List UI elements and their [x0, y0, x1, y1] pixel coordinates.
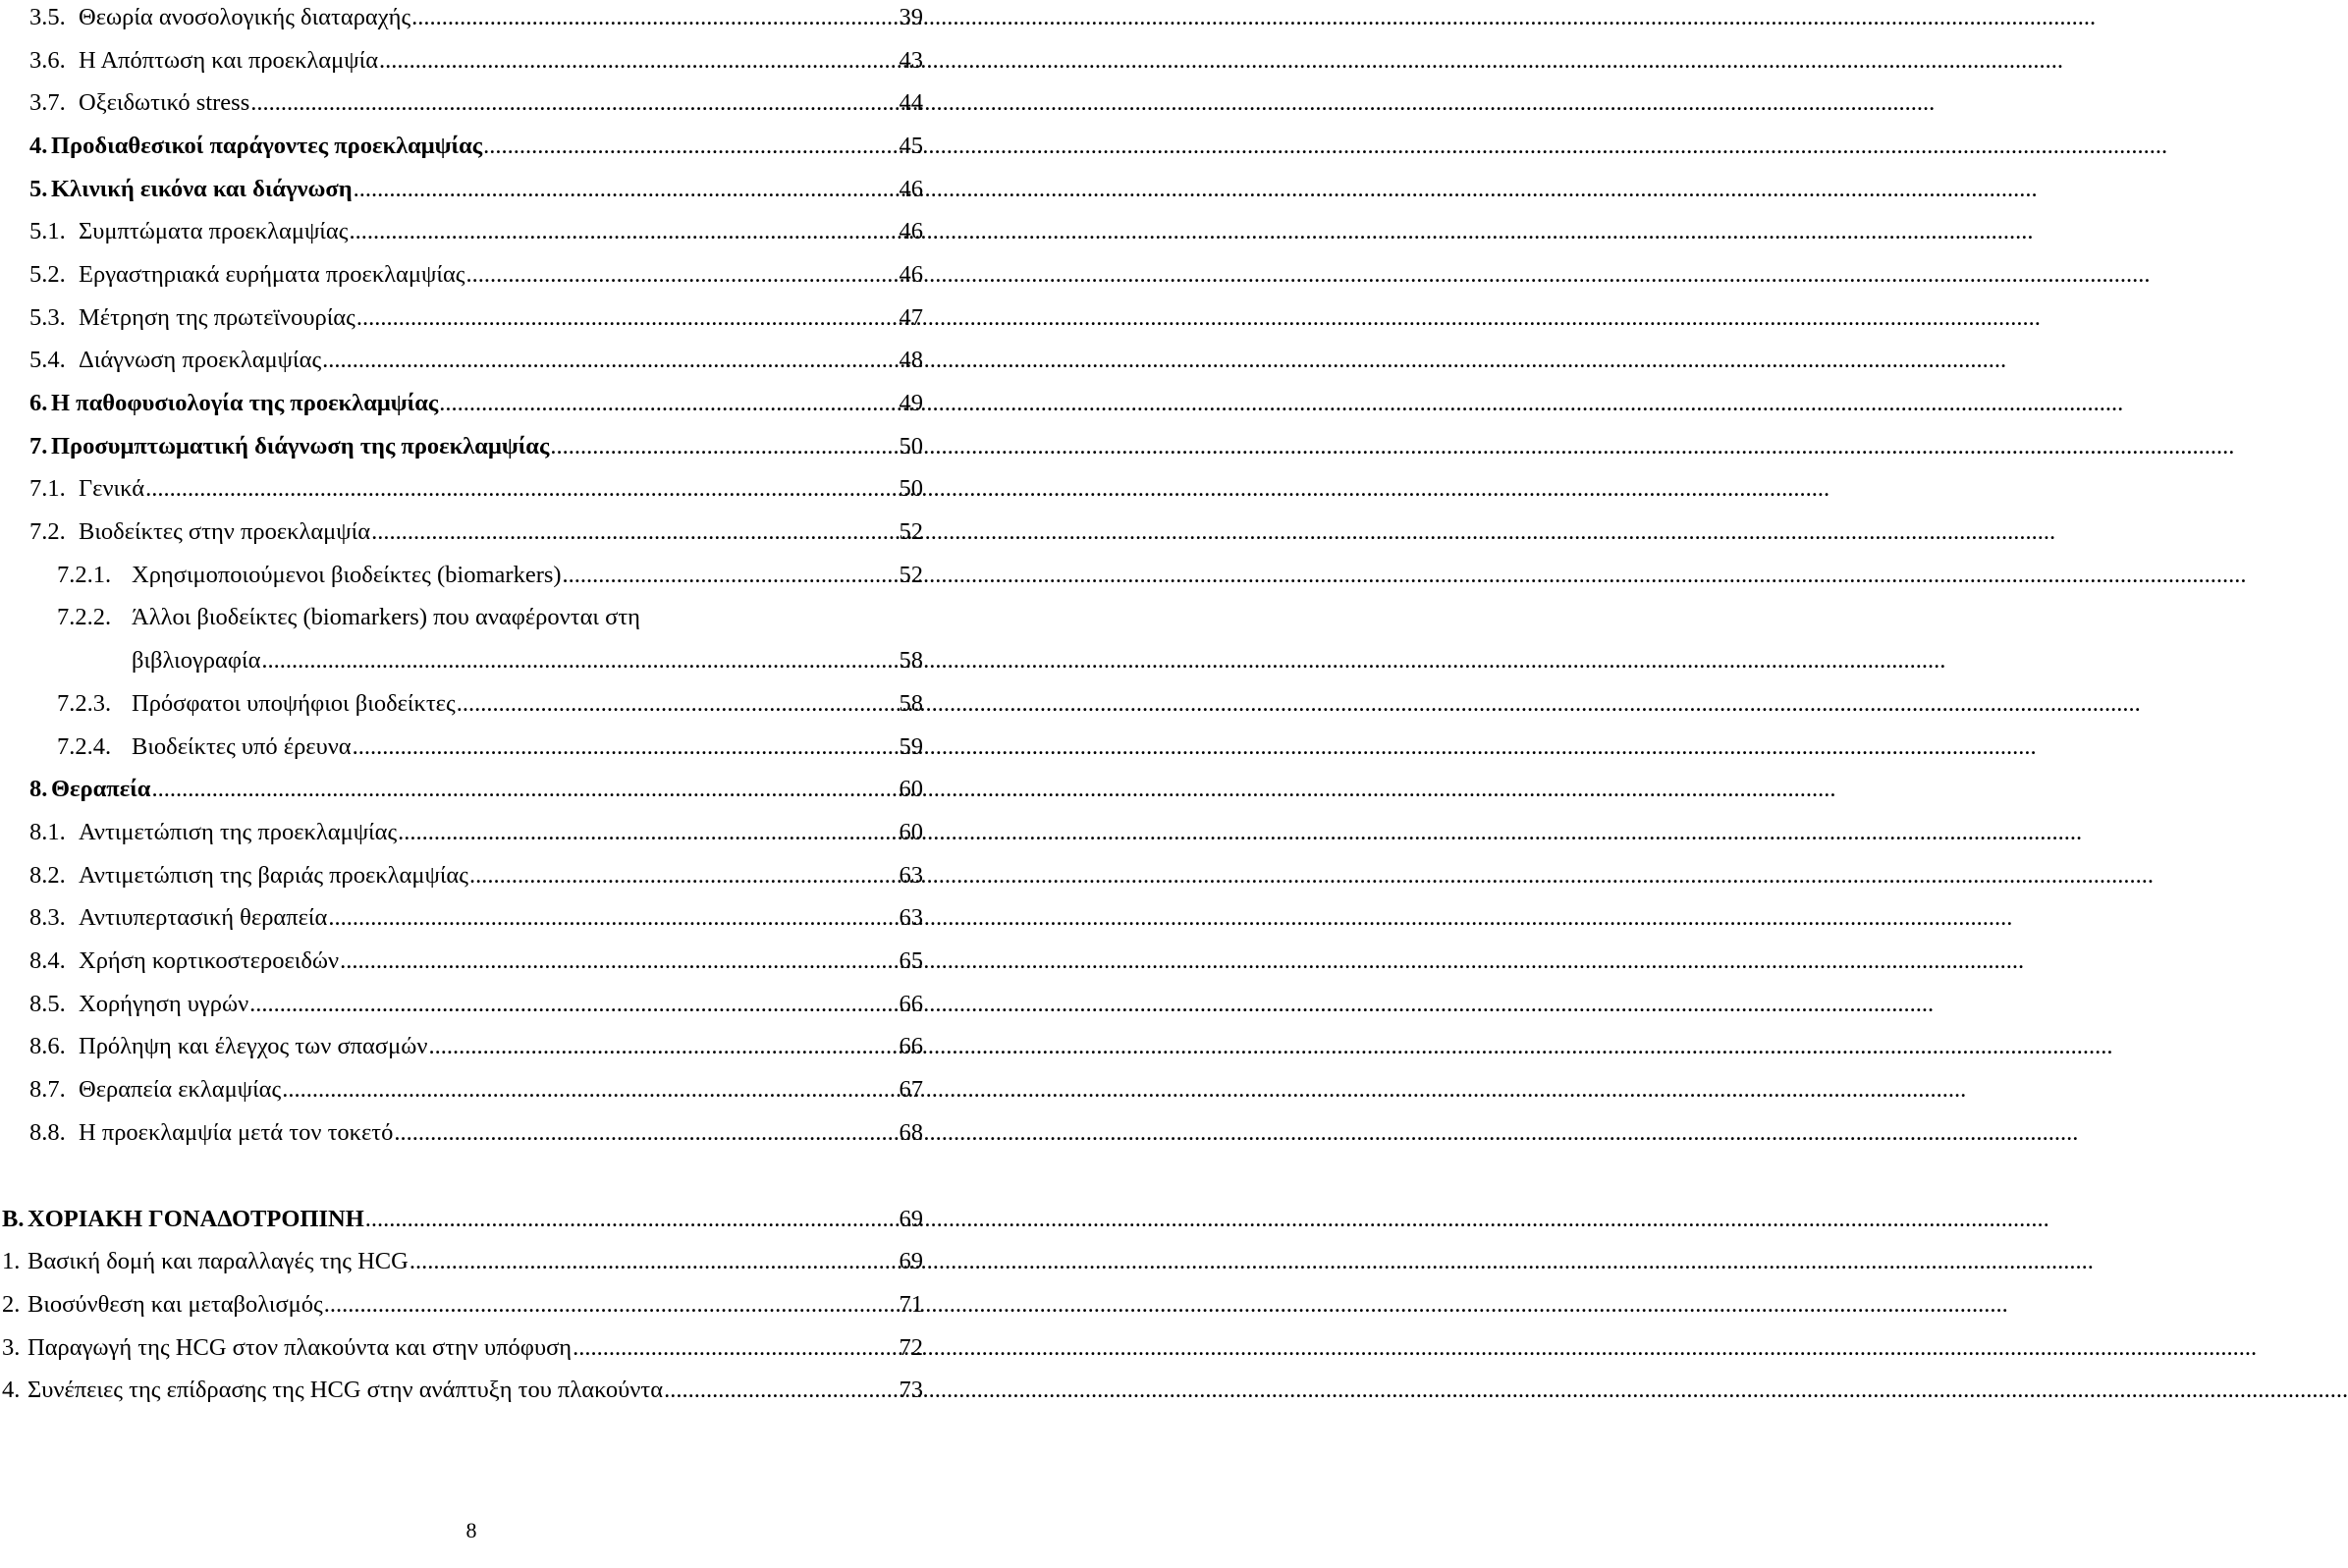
toc-entry-number: 4. — [2, 1377, 21, 1403]
toc-entry-title: Βιοδείκτες υπό έρευνα — [132, 733, 352, 760]
toc-entry-title: Εργαστηριακά ευρήματα προεκλαμψίας — [79, 261, 465, 288]
toc-entry[interactable] — [0, 1031, 943, 1074]
toc-entry-number: 3. — [2, 1334, 21, 1361]
dot-leader — [398, 817, 896, 848]
toc-entry-number: 5.4. — [29, 347, 66, 373]
dot-leader — [439, 388, 896, 419]
toc-entry[interactable] — [0, 131, 943, 174]
toc-entry-title: Οξειδωτικό stress — [79, 89, 250, 116]
toc-entry[interactable] — [0, 602, 943, 688]
toc-entry-page: 46 — [899, 176, 923, 202]
toc-entry-number: 3.6. — [29, 47, 66, 74]
toc-entry-page: 43 — [899, 47, 923, 74]
toc-entry-number: 8.5. — [29, 991, 66, 1017]
toc-entry-page: 63 — [899, 904, 923, 931]
toc-entry[interactable] — [0, 731, 943, 775]
toc-entry-page: 68 — [899, 1119, 923, 1146]
toc-entry-first-line — [57, 602, 640, 633]
toc-entry-number: 8. — [29, 776, 48, 802]
page-number: 8 — [465, 1518, 477, 1542]
dot-leader — [371, 516, 896, 548]
toc-entry-title: Πρόληψη και έλεγχος των σπασμών — [79, 1033, 428, 1059]
toc-entry[interactable] — [0, 774, 943, 817]
toc-entry-page: 67 — [899, 1076, 923, 1103]
toc-entry-page: 39 — [899, 4, 923, 30]
dot-leader — [563, 560, 896, 591]
toc-entry-title: Η παθοφυσιολογία της προεκλαμψίας — [51, 390, 439, 416]
toc-entry-number: 8.8. — [29, 1119, 66, 1146]
dot-leader — [428, 1031, 896, 1062]
toc-entry-number: 8.1. — [29, 819, 66, 845]
toc-entry-title: Άλλοι βιοδείκτες (biomarkers) που αναφέρονται στη — [132, 604, 640, 630]
toc-entry-number: 8.4. — [29, 947, 66, 974]
toc-entry-page: 50 — [899, 475, 923, 502]
dot-leader — [349, 216, 896, 247]
toc-entry-page: 59 — [899, 733, 923, 760]
dot-leader — [328, 902, 896, 934]
toc-entry-page: 48 — [899, 347, 923, 373]
toc-entry-title: Θεραπεία — [51, 776, 151, 802]
toc-entry-number: 7.1. — [29, 475, 66, 502]
dot-leader — [324, 1289, 896, 1321]
toc-entry[interactable] — [0, 388, 943, 431]
toc-entry-number: 5. — [29, 176, 48, 202]
toc-entry[interactable] — [0, 817, 943, 860]
dot-leader — [261, 645, 896, 676]
dot-leader — [410, 1246, 896, 1277]
toc-entry-title: Προσυμπτωματική διάγνωση της προεκλαμψίας — [51, 433, 550, 460]
toc-entry-title: Συνέπειες της επίδρασης της HCG στην ανάπτυξη του πλακούντα — [27, 1377, 664, 1403]
toc-entry[interactable] — [0, 1204, 943, 1247]
toc-entry-page: 45 — [899, 133, 923, 159]
dot-leader — [356, 302, 896, 334]
document-page — [0, 0, 943, 1568]
toc-entry[interactable] — [0, 902, 943, 946]
toc-entry[interactable] — [0, 302, 943, 346]
toc-entry-page: 66 — [899, 991, 923, 1017]
toc-entry[interactable] — [0, 946, 943, 989]
dot-leader — [365, 1204, 896, 1235]
dot-leader — [379, 45, 896, 77]
toc-entry-title: Παραγωγή της HCG στον πλακούντα και στην υπόφυση — [27, 1334, 573, 1361]
toc-entry-number: 7.2. — [29, 518, 66, 545]
toc-entry-page: 49 — [899, 390, 923, 416]
toc-entry-number: 8.7. — [29, 1076, 66, 1103]
toc-entry-title-continuation: βιβλιογραφία — [132, 647, 261, 674]
toc-entry-page: 44 — [899, 89, 923, 116]
toc-entry-page: 60 — [899, 776, 923, 802]
toc-entry[interactable] — [0, 516, 943, 560]
toc-entry[interactable] — [0, 1375, 943, 1418]
toc-entry-page: 58 — [899, 690, 923, 717]
toc-entry[interactable] — [0, 87, 943, 131]
dot-leader — [573, 1332, 896, 1364]
toc-entry-number: 3.7. — [29, 89, 66, 116]
dot-leader — [353, 731, 896, 763]
toc-entry-number: 7.2.2. — [57, 604, 112, 630]
dot-leader — [340, 946, 896, 977]
toc-entry-title: Η Απόπτωση και προεκλαμψία — [79, 47, 379, 74]
toc-entry-page: 50 — [899, 433, 923, 460]
toc-entry-title: Βασική δομή και παραλλαγές της HCG — [27, 1248, 409, 1274]
toc-entry[interactable] — [0, 560, 943, 603]
dot-leader — [664, 1375, 896, 1406]
toc-entry-page: 60 — [899, 819, 923, 845]
toc-entry-page: 69 — [899, 1206, 923, 1232]
toc-entry-number: 1. — [2, 1248, 21, 1274]
toc-entry-number: 8.6. — [29, 1033, 66, 1059]
toc-entry[interactable] — [0, 473, 943, 516]
toc-entry[interactable] — [0, 174, 943, 217]
toc-entry[interactable] — [0, 1289, 943, 1332]
toc-entry-number: 5.1. — [29, 218, 66, 244]
toc-entry-page: 52 — [899, 562, 923, 588]
dot-leader — [483, 131, 896, 162]
dot-leader — [466, 259, 897, 291]
toc-entry-title: Αντιυπερτασική θεραπεία — [79, 904, 328, 931]
toc-entry[interactable] — [0, 2, 943, 45]
toc-entry[interactable] — [0, 45, 943, 88]
toc-entry[interactable] — [0, 1074, 943, 1117]
toc-entry-number: 2. — [2, 1291, 21, 1318]
toc-entry[interactable] — [0, 345, 943, 388]
toc-entry-number: 7. — [29, 433, 48, 460]
toc-entry-title: Η προεκλαμψία μετά τον τοκετό — [79, 1119, 394, 1146]
toc-entry-page: 72 — [899, 1334, 923, 1361]
toc-entry-page: 63 — [899, 862, 923, 889]
toc-entry[interactable] — [0, 989, 943, 1032]
toc-entry-number: Β. — [2, 1206, 25, 1232]
toc-entry-title: Πρόσφατοι υποψήφιοι βιοδείκτες — [132, 690, 456, 717]
toc-entry-title: Κλινική εικόνα και διάγνωση — [51, 176, 353, 202]
toc-entry-title: Γενικά — [79, 475, 145, 502]
toc-entry-title: Χρησιμοποιούμενοι βιοδείκτες (biomarkers) — [132, 562, 562, 588]
toc-entry-number: 7.2.1. — [57, 562, 112, 588]
toc-entry-page: 46 — [899, 261, 923, 288]
toc-entry-page: 46 — [899, 218, 923, 244]
toc-entry[interactable] — [0, 1117, 943, 1161]
toc-entry-number: 6. — [29, 390, 48, 416]
toc-entry[interactable] — [0, 431, 943, 474]
toc-entry-title: Βιοσύνθεση και μεταβολισμός — [27, 1291, 323, 1318]
toc-entry-title: Αντιμετώπιση της προεκλαμψίας — [79, 819, 398, 845]
dot-leader — [145, 473, 896, 505]
toc-entry-number: 7.2.4. — [57, 733, 112, 760]
toc-entry[interactable] — [0, 688, 943, 731]
toc-entry[interactable] — [0, 259, 943, 302]
toc-entry-title: Θεραπεία εκλαμψίας — [79, 1076, 282, 1103]
dot-leader — [469, 860, 896, 892]
toc-entry-page: 69 — [899, 1248, 923, 1274]
dot-leader — [354, 174, 896, 205]
toc-entry-number: 5.2. — [29, 261, 66, 288]
dot-leader — [322, 345, 896, 376]
toc-entry-title: Αντιμετώπιση της βαριάς προεκλαμψίας — [79, 862, 468, 889]
dot-leader — [249, 989, 896, 1020]
toc-entry-number: 3.5. — [29, 4, 66, 30]
toc-entry-page: 73 — [899, 1377, 923, 1403]
toc-entry[interactable] — [0, 1332, 943, 1376]
toc-entry-number: 8.3. — [29, 904, 66, 931]
dot-leader — [282, 1074, 896, 1106]
toc-entry-title: ΧΟΡΙΑΚΗ ΓΟΝΑΔΟΤΡΟΠΙΝΗ — [27, 1206, 364, 1232]
toc-entry[interactable] — [0, 860, 943, 903]
toc-entry[interactable] — [0, 216, 943, 259]
toc-entry-page: 52 — [899, 518, 923, 545]
toc-entry-number: 4. — [29, 133, 48, 159]
toc-entry[interactable] — [0, 1246, 943, 1289]
dot-leader — [550, 431, 896, 462]
toc-entry-number: 5.3. — [29, 304, 66, 331]
dot-leader — [394, 1117, 896, 1149]
dot-leader — [250, 87, 896, 119]
toc-entry-page: 71 — [899, 1291, 923, 1318]
toc-entry-title: Θεωρία ανοσολογικής διαταραχής — [79, 4, 411, 30]
toc-entry-title: Προδιαθεσικοί παράγοντες προεκλαμψίας — [51, 133, 483, 159]
toc-entry-page: 47 — [899, 304, 923, 331]
toc-entry-title: Μέτρηση της πρωτεϊνουρίας — [79, 304, 355, 331]
toc-entry-number: 7.2.3. — [57, 690, 112, 717]
dot-leader — [411, 2, 896, 33]
toc-entry-title: Βιοδείκτες στην προεκλαμψία — [79, 518, 371, 545]
toc-entry-title: Συμπτώματα προεκλαμψίας — [79, 218, 349, 244]
dot-leader — [151, 774, 896, 805]
toc-entry-title: Διάγνωση προεκλαμψίας — [79, 347, 322, 373]
toc-entry-page: 66 — [899, 1033, 923, 1059]
toc-entry-page: 65 — [899, 947, 923, 974]
toc-entry-title: Χρήση κορτικοστεροειδών — [79, 947, 340, 974]
toc-entry-page: 58 — [899, 647, 923, 674]
toc-entry-number: 8.2. — [29, 862, 66, 889]
toc-entry-title: Χορήγηση υγρών — [79, 991, 249, 1017]
dot-leader — [457, 688, 896, 720]
